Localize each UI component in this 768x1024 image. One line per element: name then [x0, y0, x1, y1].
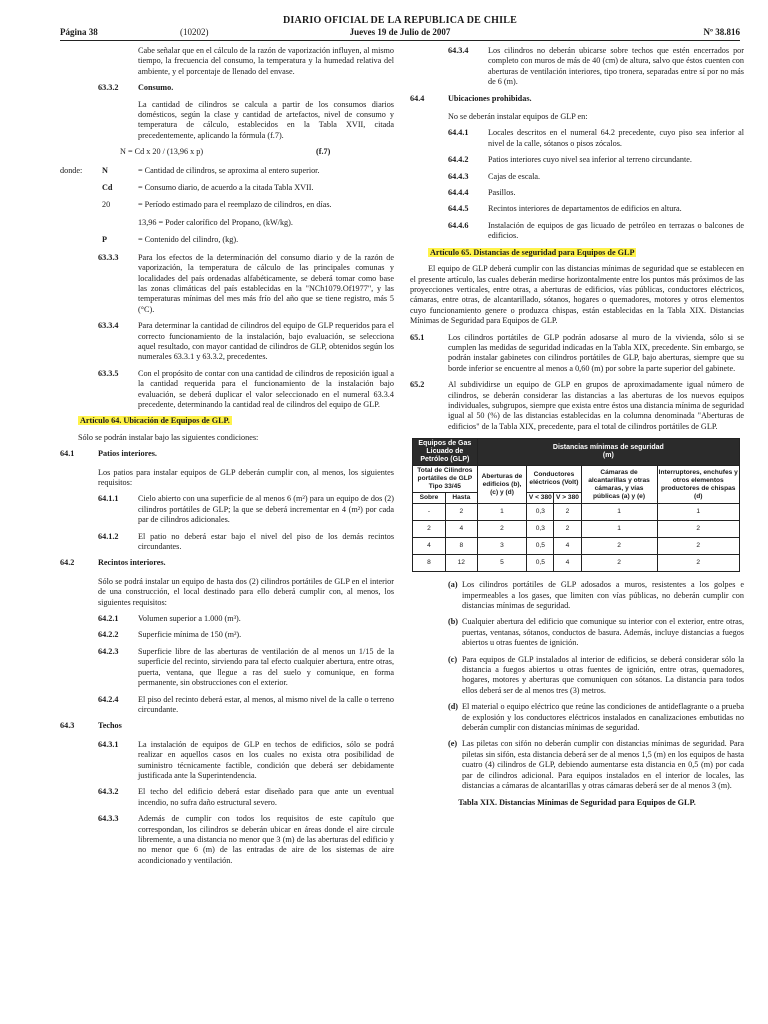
- section-64-3-1: 64.3.1 La instalación de equipos de GLP en techos de edificios, sólo se podrá realizar en aquellos casos en los cuales no exista otra posibilidad de suministro técnicamente factible, condición que deberá ser debidamente justificada ante la Superintendencia.: [98, 739, 394, 780]
- header-v-high: V > 380: [554, 493, 581, 504]
- formula-f7: [60, 147, 394, 157]
- table-note: (b) Cualquier abertura del edificio que comunique su interior con el exterior, entre otras, puertas, ventanas, sótanos, conductos de basura. Además, incluye distancias a fuegos abiertos u otras fuentes de ignición.: [448, 617, 744, 648]
- section-64-2-3: 64.2.3 Superficie libre de las aberturas de ventilación de al menos un 1/15 de la superficie del recinto, sirviendo para tal efecto cualquier abertura, entre otras, puerta, ventana, que llegue a ras del suelo y comunique, en forma permanente, sin obstrucciones con el exterior.: [98, 646, 394, 688]
- definition-row: Cd = Consumo diario, de acuerdo a la citada Tabla XVII.: [102, 183, 314, 193]
- section-63-3-5: 63.3.5 Con el propósito de contar con una cantidad de cilindros de reposición igual a la cantidad requerida para el funcionamiento de la instalación bajo evaluación, se deberá duplicar el valor seleccionado en el numeral 63.3.4 precedente, determinando la cantidad real de cilindros del equipo de GLP.: [98, 368, 394, 409]
- section-63-3-2-text: La cantidad de cilindros se calcula a partir de los consumos diarios domésticos, según la clase y cantidad de artefactos, nivel de consumo y temperatura de cálculo, establecidos en la Tabla XVII, citada precedentemente, aplicando la fórmula (f.7).: [138, 99, 394, 140]
- section-64-3-4: 64.3.4 Los cilindros no deberán ubicarse sobre techos que estén encerrados por completo con muros de más de 40 (cm) de altura, salvo que éstos cuenten con aberturas de ventilación interiores, tipo tronera, separadas entre sí por no más de 6 (m).: [448, 46, 744, 87]
- formula-definitions: [60, 166, 394, 246]
- header-conductores: Conductores eléctricos (Volt): [527, 466, 581, 493]
- section-64-4-1: 64.4.1 Locales descritos en el numeral 64.2 precedente, cuyo piso sea inferior al nivel de la calle, sótanos o pisos zócalos.: [448, 128, 744, 148]
- section-63-3-2: 63.3.2 Consumo.: [60, 83, 394, 93]
- section-64-2: 64.2 Recintos interiores.: [60, 558, 166, 568]
- page-code: (10202): [180, 27, 209, 37]
- definition-row: donde: N = Cantidad de cilindros, se aproxima al entero superior.: [60, 165, 320, 175]
- section-64-4-4: 64.4.4 Pasillos.: [448, 188, 516, 198]
- table-row: 8 12 5 0,5 4 2 2: [413, 555, 740, 572]
- table-note: (a) Los cilindros portátiles de GLP adosados a muros, resistentes a los golpes e impermeables a los gases, que limiten con vías públicas, no deberán cumplir con distancias mínimas de seguridad.: [448, 580, 744, 610]
- table-note: (d) El material o equipo eléctrico que reúne las condiciones de antideflagrante o a prueba de explosión y los conductores eléctricos instalados en canalizaciones embutidas no deberán cumplir con distancias mínimas de seguridad.: [448, 702, 744, 733]
- definition-row: 20 = Período estimado para el reemplazo de cilindros, en días.: [102, 200, 332, 210]
- intro-paragraph: Cabe señalar que en el cálculo de la razón de vaporización influyen, al mismo tiempo, la frecuencia del consumo, la temperatura y la humedad relativa del ambiente, y el porcentaje de llenado del envase.: [138, 46, 394, 76]
- table-notes: [410, 580, 744, 791]
- formula-tag: (f.7): [316, 147, 331, 157]
- header-total-cilindros: Total de Cilindros portátiles de GLP Tipo 33/45: [413, 466, 478, 493]
- header-v-low: V < 380: [527, 493, 554, 504]
- section-64-4-2: 64.4.2 Patios interiores cuyo nivel sea inferior al terreno circundante.: [448, 155, 692, 165]
- page-header: [60, 12, 740, 41]
- section-64-3: 64.3 Techos: [60, 721, 122, 731]
- article-65-text: El equipo de GLP deberá cumplir con las distancias mínimas de seguridad que se establecen en el presente artículo, las cuales deberán medirse horizontalmente entre los puntos más próximos de las proyecciones verticales, entre otras, a aberturas de edificios, vías públicas, conductores eléctricos, cámaras, entre otras, de alcantarillado, sótanos, hogares o quemadores, motores y otros elementos cuyo funcionamiento genere o produzca chispas, están establecidas en la Tabla XIX. Distancias Mínimas de Seguridad para Equipos de GLP.: [410, 264, 744, 326]
- section-64-1-text: Los patios para instalar equipos de GLP deberán cumplir con, al menos, los siguientes requisitos:: [98, 467, 394, 487]
- header-distancias: Distancias mínimas de seguridad (m): [477, 439, 739, 466]
- table-row: 4 8 3 0,5 4 2 2: [413, 538, 740, 555]
- table-note: (c) Para equipos de GLP instalados al interior de edificios, se deberá considerar sólo la distancia a fuegos abiertos u otras fuentes de ignición, entre otras, quemadores, hogares, motores y aberturas que comuniquen con sótanos. La distancia para todos ellos deberá ser de al menos tres (3) metros.: [448, 654, 744, 695]
- section-65-1: 65.1 Los cilindros portátiles de GLP podrán adosarse al muro de la vivienda, sólo si se cumplen las medidas de seguridad indicadas en la Tabla XIX, precedente. Sin embargo, se podrán instalar gabinetes con cilindros portátiles de GLP, bajo aberturas, siempre que su borde inferior se encuentre al menos a 0,60 (m) por sobre la parte superior del gabinete.: [410, 332, 744, 373]
- formula-expression: N = Cd x 20 / (13,96 x p): [120, 147, 204, 157]
- article-64-heading: Artículo 64. Ubicación de Equipos de GLP.: [80, 416, 230, 426]
- donde-label: donde:: [60, 165, 83, 175]
- section-title: Consumo.: [138, 83, 174, 93]
- section-64-4-text: No se deberán instalar equipos de GLP en:: [448, 112, 588, 122]
- section-64-2-4: 64.2.4 El piso del recinto deberá estar, al menos, al mismo nivel de la calle o terreno circundante.: [98, 694, 394, 714]
- table-row: - 2 1 0,3 2 1 1: [413, 504, 740, 521]
- section-64-1-2: 64.1.2 El patio no deberá estar bajo el nivel del piso de los demás recintos circundantes.: [98, 531, 394, 552]
- section-64-3-2: 64.3.2 El techo del edificio deberá estar diseñado para que ante un eventual incendio, no sufra daño estructural severo.: [98, 787, 394, 807]
- section-64-4-5: 64.4.5 Recintos interiores de departamentos de edificios en altura.: [448, 204, 682, 214]
- section-64-2-text: Sólo se podrá instalar un equipo de hasta dos (2) cilindros portátiles de GLP en el interior de una construcción, el local destinado para ello deberá cumplir con, al menos, los siguientes requisitos:: [98, 576, 394, 607]
- section-64-1: 64.1 Patios interiores.: [60, 449, 157, 459]
- section-64-1-1: 64.1.1 Cielo abierto con una superficie de al menos 6 (m²) para un equipo de dos (2) cilindros portátiles de GLP; la que se deberá incrementar en 4 (m²) por cada par de cilindros adicionales.: [98, 494, 394, 525]
- section-64-4-3: 64.4.3 Cajas de escala.: [448, 171, 541, 181]
- page-number: Página 38: [60, 27, 98, 37]
- header-interruptores: Interruptores, enchufes y otros elementos productores de chispas (d): [657, 466, 740, 504]
- article-64-text: Sólo se podrán instalar bajo las siguientes condiciones:: [78, 432, 259, 442]
- section-64-3-3: 64.3.3 Además de cumplir con todos los requisitos de este capítulo que correspondan, los cilindros se deberán ubicar en áreas donde el aire circule libremente, a una distancia no menor que 3 (m) de las aberturas del edificio y no menor que 6 (m) de las entradas de aire de los sistemas de aire acondicionado y ventilación.: [98, 814, 394, 865]
- section-63-3-4: 63.3.4 Para determinar la cantidad de cilindros del equipo de GLP requeridos para el correcto funcionamiento de la instalación, bajo evaluación, se selecciona aquel resultado, con mayor cantidad de cilindros de GLP, obtenidos según los numerales 63.3.1 y 63.3.2, precedentes.: [98, 321, 394, 362]
- definition-row: 13,96 = Poder calorífico del Propano, (kW/kg).: [138, 217, 293, 227]
- table-caption: Tabla XIX. Distancias Mínimas de Seguridad para Equipos de GLP.: [458, 797, 696, 807]
- section-64-4-6: 64.4.6 Instalación de equipos de gas licuado de petróleo en terrazas o balcones de edificios.: [448, 220, 744, 241]
- section-63-3-3: 63.3.3 Para los efectos de la determinación del consumo diario y de la razón de vaporización, la temperatura de cálculo de las principales comunas y localidades del país ordenadas alfabéticamente, se deberá tomar como base las zonas climáticas del país establecidas en la "NCh1079.Of1977", y las temperaturas mínimas del mes más frío del año que se tiene registro, más 5 (°C).: [98, 252, 394, 314]
- issue-number: Nº 38.816: [703, 27, 740, 37]
- section-65-2: 65.2 Al subdividirse un equipo de GLP en grupos de aproximadamente igual número de cilindros, se deberán considerar las distancias a las aberturas de los nuevos equipos individuales, subgrupos, siempre que exista entre éstos una distancia mínima de seguridad igual al 50 (%) de las distancias establecidas en la columna denominada "Aberturas de edificios" de la Tabla XIX, precedente, para el total de cilindros portátiles de GLP.: [410, 380, 744, 431]
- article-65-heading: Artículo 65. Distancias de seguridad para Equipos de GLP: [430, 247, 635, 257]
- definition-row: P = Contenido del cilindro, (kg).: [102, 235, 239, 245]
- right-column: [410, 46, 744, 808]
- publication-date: Jueves 19 de Julio de 2007: [349, 27, 451, 37]
- header-aberturas: Aberturas de edificios (b),(c) y (d): [477, 466, 527, 504]
- safety-distance-table: [412, 438, 740, 572]
- header-camaras: Cámaras de alcantarillas y otras cámaras, y vías públicas (a) y (e): [581, 466, 657, 504]
- table-note: (e) Las piletas con sifón no deberán cumplir con distancias mínimas de seguridad. Para piletas sin sifón, esta distancia deberá ser de al menos 1,5 (m) en los equipos de hasta cuatro (4) cilindros de GLP, debiendo aumentarse esta distancia en 0,5 (m) por cada par de cilindros adicional. Para equipos instalados en el interior de locales, las distancias a cámaras de alcantarillas y otras cámaras deberá ser de al menos 3 (m).: [448, 739, 744, 791]
- publication-title: DIARIO OFICIAL DE LA REPUBLICA DE CHILE: [283, 15, 517, 26]
- header-hasta: Hasta: [445, 493, 477, 504]
- left-column: [60, 46, 394, 872]
- section-64-2-2: 64.2.2 Superficie mínima de 150 (m²).: [98, 630, 242, 640]
- table-row: 2 4 2 0,3 2 1 2: [413, 521, 740, 538]
- header-equipos: Equipos de Gas Licuado de Petróleo (GLP): [413, 439, 478, 466]
- section-64-2-1: 64.2.1 Volumen superior a 1.000 (m³).: [98, 614, 241, 624]
- section-64-4: 64.4 Ubicaciones prohibidas.: [410, 93, 532, 103]
- header-sobre: Sobre: [413, 493, 446, 504]
